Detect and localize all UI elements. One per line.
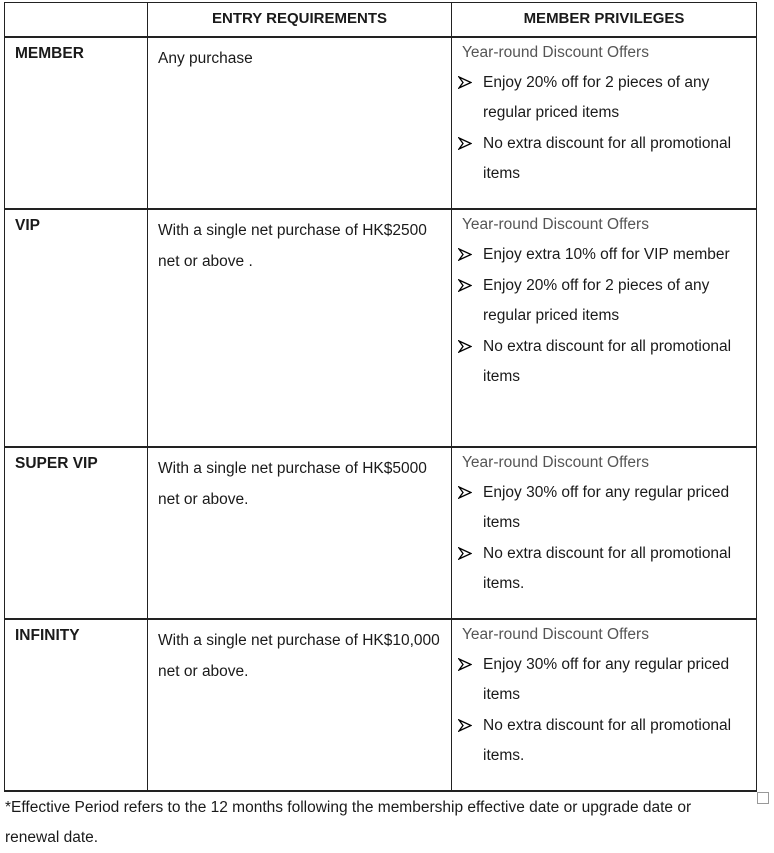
privileges-heading: Year-round Discount Offers — [462, 625, 649, 643]
privileges-list — [452, 448, 756, 607]
privilege-item — [458, 245, 750, 270]
header-tier — [5, 3, 148, 37]
privilege-item — [458, 73, 750, 128]
privilege-item — [458, 337, 750, 392]
header-member-privileges: MEMBER PRIVILEGES — [452, 3, 757, 37]
table-row — [5, 209, 757, 447]
arrow-bullet-icon — [458, 245, 483, 265]
arrow-bullet-icon — [458, 73, 483, 93]
table-row — [5, 37, 757, 209]
table-row — [5, 447, 757, 619]
privilege-text: Enjoy 20% off for 2 pieces of any regular priced items — [483, 73, 710, 121]
privilege-text: No extra discount for all promotional items — [483, 134, 732, 182]
privileges-list — [452, 620, 756, 779]
privileges-heading: Year-round Discount Offers — [462, 453, 649, 471]
tier-name: VIP — [15, 216, 40, 234]
entry-requirement: Any purchase — [158, 49, 253, 67]
entry-requirement: With a single net purchase of HK$2500 net or above . — [158, 221, 427, 270]
privilege-text: No extra discount for all promotional items — [483, 337, 732, 385]
privilege-text: No extra discount for all promotional items. — [483, 544, 732, 592]
tier-name: INFINITY — [15, 626, 80, 644]
privilege-item — [458, 276, 750, 331]
arrow-bullet-icon — [458, 716, 483, 736]
entry-requirement: With a single net purchase of HK$10,000 net or above. — [158, 631, 440, 680]
privileges-list — [452, 210, 756, 400]
privilege-text: Enjoy extra 10% off for VIP member — [483, 245, 730, 263]
privilege-text: Enjoy 30% off for any regular priced items — [483, 483, 730, 531]
arrow-bullet-icon — [458, 483, 483, 503]
tier-name: MEMBER — [15, 44, 84, 62]
privilege-item — [458, 716, 750, 771]
privilege-item — [458, 134, 750, 189]
effective-period-footnote: *Effective Period refers to the 12 months following the membership effective date or upgrade date or renewal date. — [5, 799, 692, 846]
privileges-heading: Year-round Discount Offers — [462, 215, 649, 233]
arrow-bullet-icon — [458, 544, 483, 564]
membership-tier-table — [4, 2, 757, 792]
privilege-text: Enjoy 30% off for any regular priced items — [483, 655, 730, 703]
entry-requirement: With a single net purchase of HK$5000 net or above. — [158, 459, 427, 508]
privilege-text: Enjoy 20% off for 2 pieces of any regular priced items — [483, 276, 710, 324]
privilege-item — [458, 483, 750, 538]
arrow-bullet-icon — [458, 655, 483, 675]
arrow-bullet-icon — [458, 134, 483, 154]
arrow-bullet-icon — [458, 276, 483, 296]
header-entry-requirements: ENTRY REQUIREMENTS — [148, 3, 452, 37]
privileges-heading: Year-round Discount Offers — [462, 43, 649, 61]
privilege-item — [458, 655, 750, 710]
table-row — [5, 619, 757, 791]
privilege-text: No extra discount for all promotional items. — [483, 716, 732, 764]
tier-name: SUPER VIP — [15, 454, 98, 472]
checkbox-icon[interactable] — [757, 792, 769, 804]
privileges-list — [452, 38, 756, 197]
table-header-row — [5, 3, 757, 37]
arrow-bullet-icon — [458, 337, 483, 357]
privilege-item — [458, 544, 750, 599]
